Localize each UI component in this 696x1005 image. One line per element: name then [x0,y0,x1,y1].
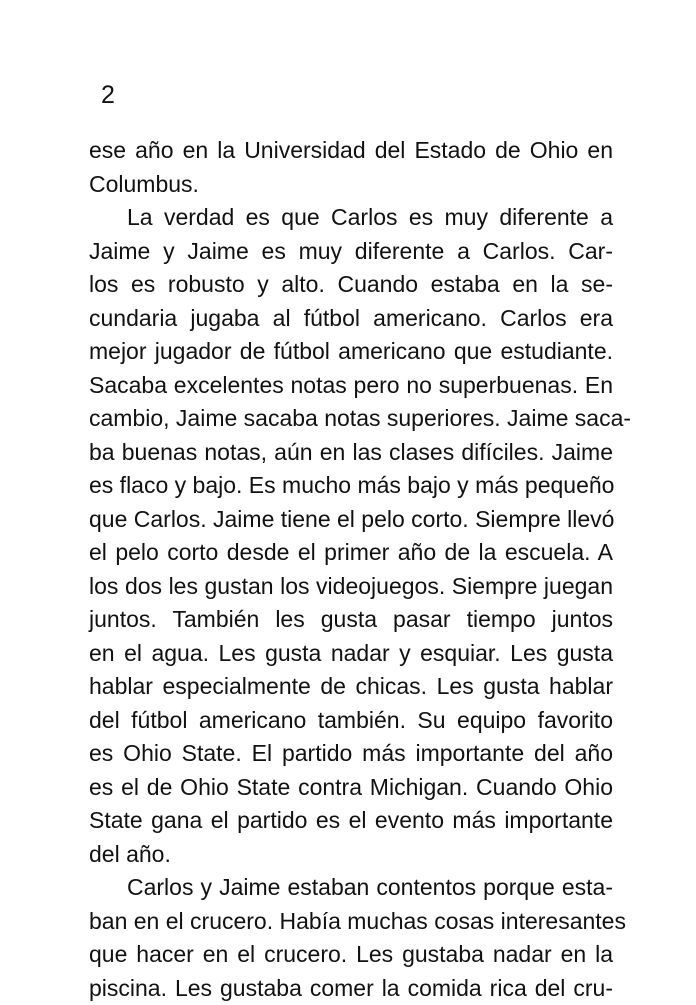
text-line: mejor jugador de fútbol americano que estudiante. [89,335,613,369]
text-line: del fútbol americano también. Su equipo favorito [89,704,613,738]
text-line: ba buenas notas, aún en las clases difíciles. Jaime [89,436,613,470]
text-line: Jaime y Jaime es muy diferente a Carlos. Car- [89,235,613,269]
text-line: los es robusto y alto. Cuando estaba en la se- [89,268,613,302]
text-line: piscina. Les gustaba comer la comida rica del cru- [89,972,613,1005]
text-line: Columbus. [89,168,613,202]
text-line: ese año en la Universidad del Estado de Ohio en [89,134,613,168]
text-line: el pelo corto desde el primer año de la escuela. A [89,536,613,570]
body-text [89,134,613,1005]
page-number: 2 [101,80,115,110]
text-line: hablar especialmente de chicas. Les gusta hablar [89,670,613,704]
text-line: State gana el partido es el evento más importante [89,804,613,838]
text-line: Carlos y Jaime estaban contentos porque esta- [89,871,613,905]
text-line: cambio, Jaime sacaba notas superiores. Jaime saca- [89,402,613,436]
text-line: del año. [89,838,613,872]
text-line: cundaria jugaba al fútbol americano. Carlos era [89,302,613,336]
text-line: La verdad es que Carlos es muy diferente a [89,201,613,235]
text-line: es el de Ohio State contra Michigan. Cuando Ohio [89,771,613,805]
text-line: juntos. También les gusta pasar tiempo juntos [89,603,613,637]
text-line: ban en el crucero. Había muchas cosas interesantes [89,905,613,939]
text-line: en el agua. Les gusta nadar y esquiar. Les gusta [89,637,613,671]
text-line: que Carlos. Jaime tiene el pelo corto. Siempre llevó [89,503,613,537]
text-line: los dos les gustan los videojuegos. Siempre juegan [89,570,613,604]
text-line: Sacaba excelentes notas pero no superbuenas. En [89,369,613,403]
text-line: es Ohio State. El partido más importante del año [89,737,613,771]
text-line: es flaco y bajo. Es mucho más bajo y más pequeño [89,469,613,503]
text-line: que hacer en el crucero. Les gustaba nadar en la [89,938,613,972]
